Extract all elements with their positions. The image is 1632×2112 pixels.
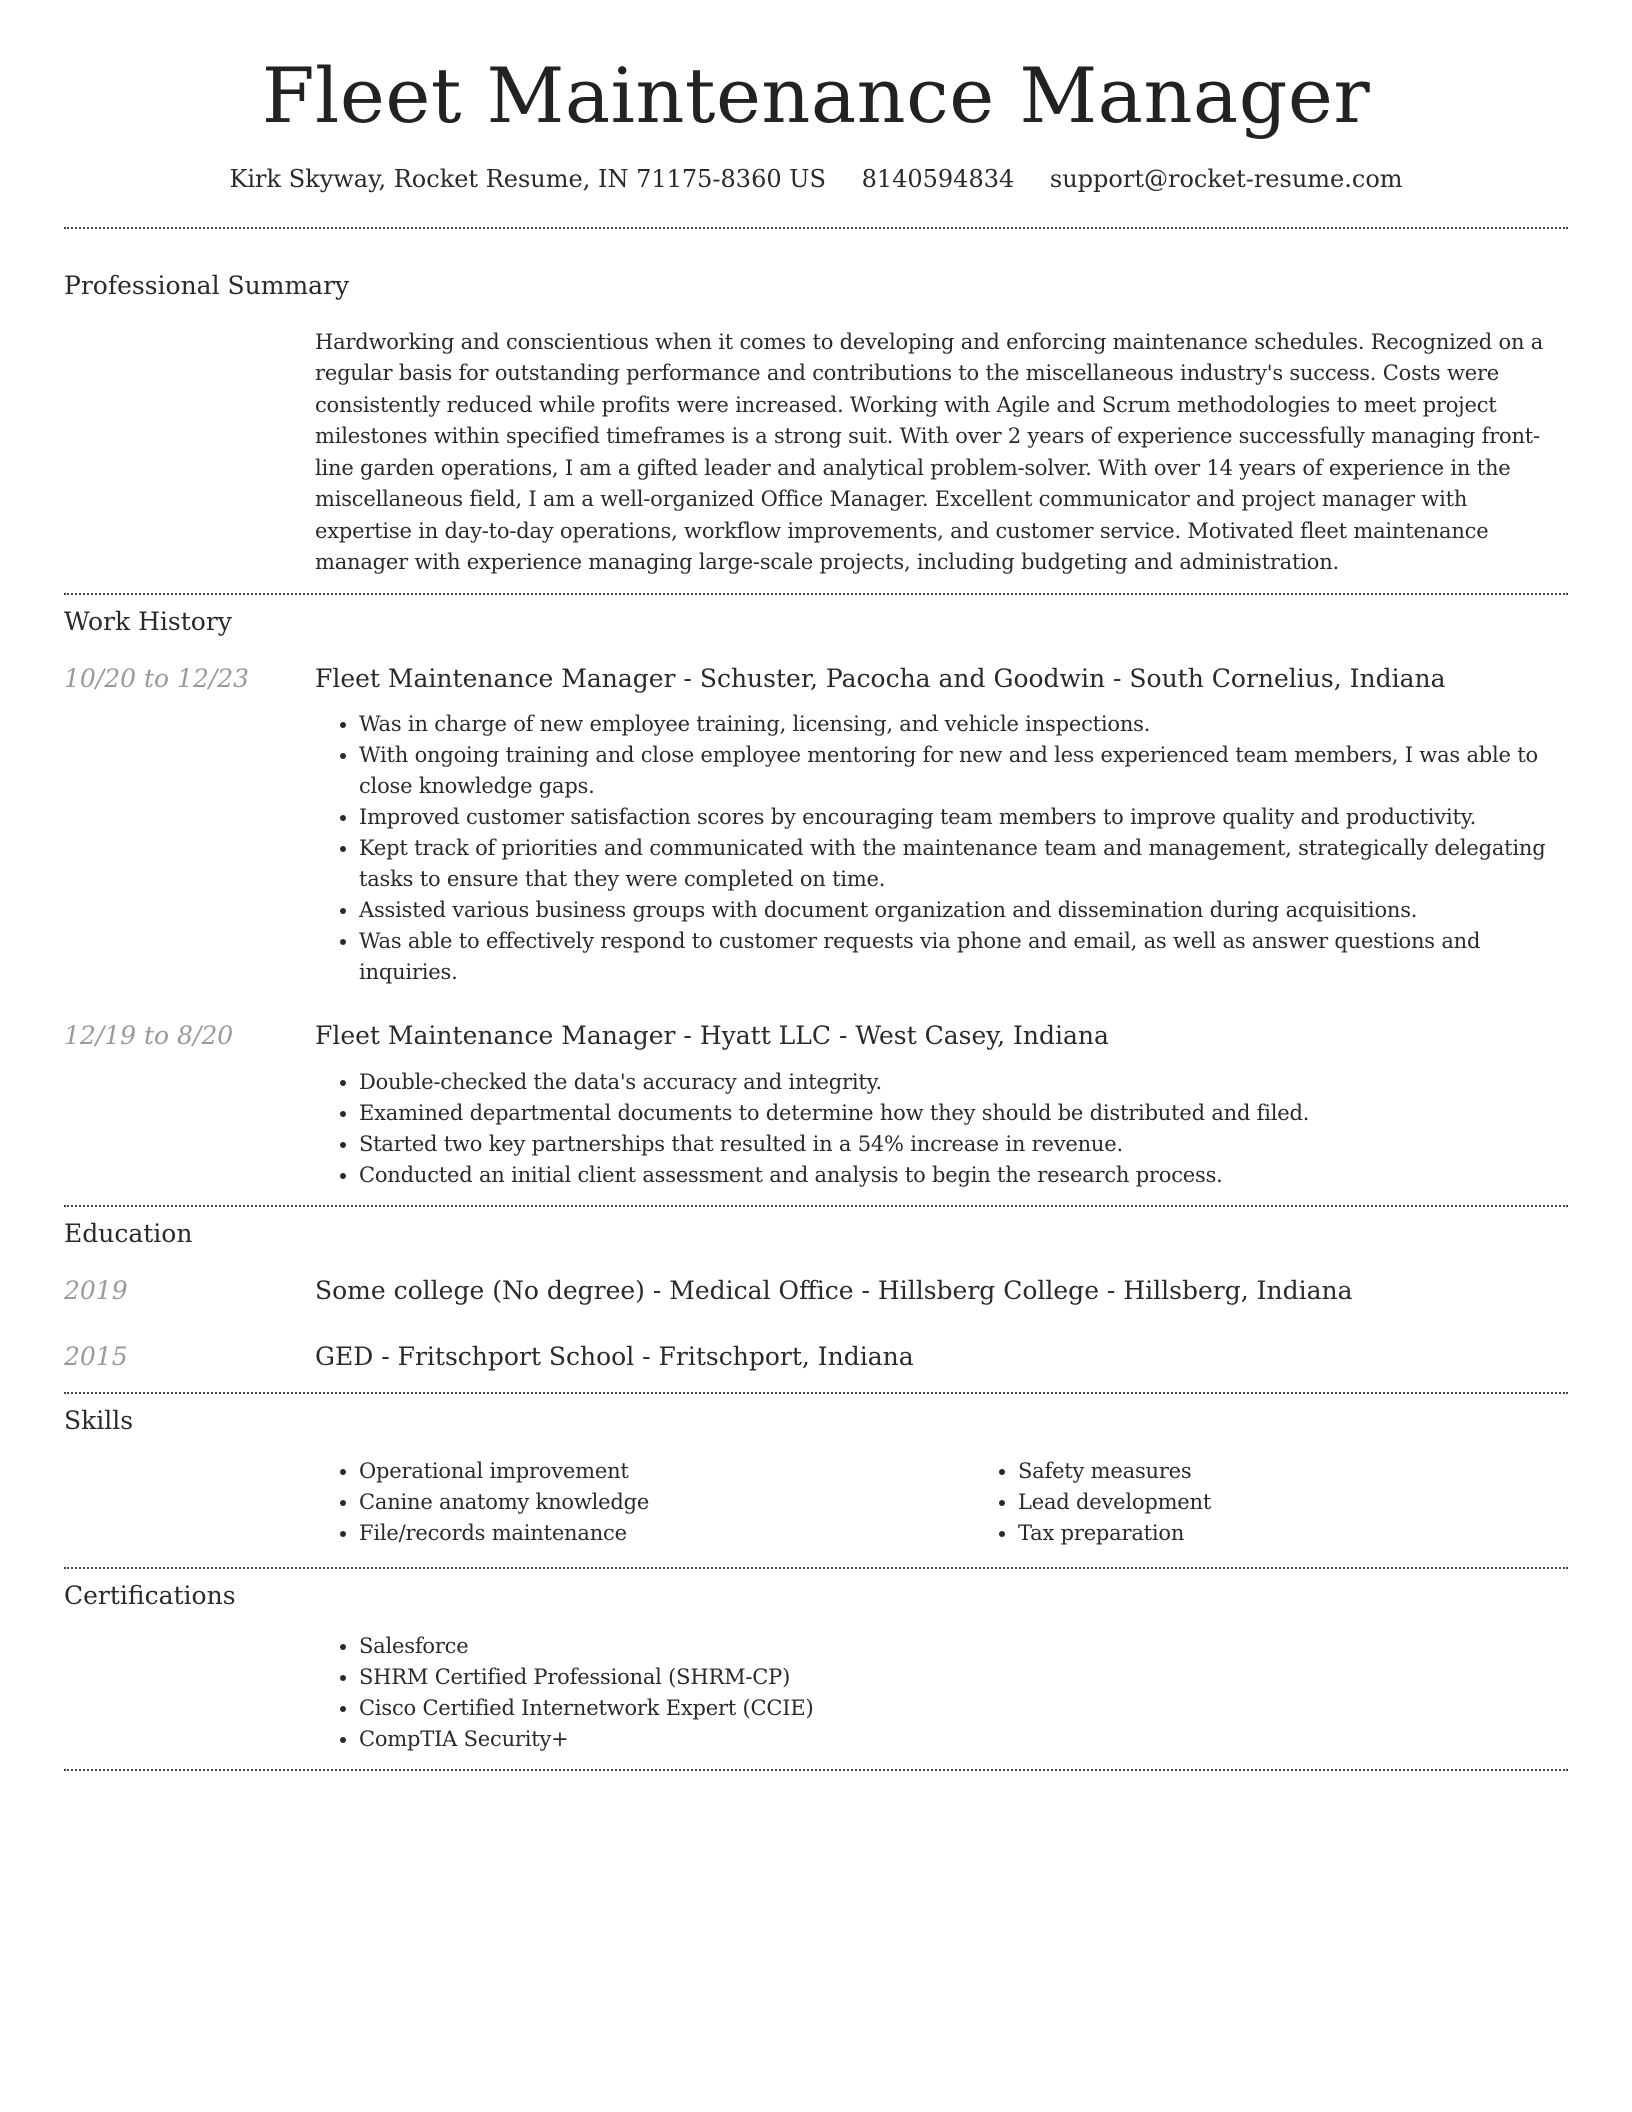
divider: [64, 1769, 1568, 1771]
list-item: • File/records maintenance: [359, 1518, 974, 1549]
education-year: 2019: [64, 1275, 128, 1305]
skills-grid: [315, 1456, 1632, 1549]
contact-line: [64, 164, 1568, 195]
certifications-section: [64, 1569, 1568, 1755]
contact-email: support@rocket-resume.com: [1049, 164, 1403, 193]
job-dates: 12/19 to 8/20: [64, 1021, 234, 1051]
job-bullets: [315, 709, 1568, 988]
job-dates: 10/20 to 12/23: [64, 663, 250, 693]
list-item: • Lead development: [1018, 1487, 1632, 1518]
certifications-list: [315, 1631, 1568, 1755]
list-item: • Tax preparation: [1018, 1518, 1632, 1549]
job-entry: [64, 663, 1568, 989]
job-heading: Fleet Maintenance Manager - Schuster, Pacocha and Goodwin - South Cornelius, Indiana: [315, 663, 1446, 693]
list-item: • Double-checked the data's accuracy and integrity.: [359, 1067, 1568, 1098]
job-entry: [64, 1020, 1568, 1191]
contact-address: Kirk Skyway, Rocket Resume, IN 71175-8360 US: [229, 164, 826, 193]
list-item: • Safety measures: [1018, 1456, 1632, 1487]
list-item: • Conducted an initial client assessment and analysis to begin the research process.: [359, 1160, 1568, 1191]
list-item: • Examined departmental documents to determine how they should be distributed and filed.: [359, 1098, 1568, 1129]
education-year: 2015: [64, 1342, 128, 1372]
skills-list-left: [315, 1456, 974, 1549]
list-item: • Cisco Certified Internetwork Expert (CCIE): [359, 1693, 1568, 1724]
section-title-skills: Skills: [64, 1405, 134, 1435]
job-heading: Fleet Maintenance Manager - Hyatt LLC - West Casey, Indiana: [315, 1021, 1109, 1051]
section-title-work-history: Work History: [64, 606, 232, 636]
education-text: GED - Fritschport School - Fritschport, Indiana: [315, 1342, 914, 1372]
education-entry: [64, 1275, 1568, 1308]
list-item: • Canine anatomy knowledge: [359, 1487, 974, 1518]
section-title-certifications: Certifications: [64, 1580, 236, 1610]
list-item: • Was able to effectively respond to customer requests via phone and email, as well as answer questions and inquiries.: [359, 926, 1568, 988]
contact-phone: 8140594834: [861, 164, 1015, 193]
list-item: • Operational improvement: [359, 1456, 974, 1487]
list-item: • Salesforce: [359, 1631, 1568, 1662]
section-title-summary: Professional Summary: [64, 270, 350, 300]
skills-section: [64, 1394, 1568, 1549]
list-item: • Started two key partnerships that resulted in a 54% increase in revenue.: [359, 1129, 1568, 1160]
list-item: • Improved customer satisfaction scores by encouraging team members to improve quality and productivity.: [359, 802, 1568, 833]
section-title-education: Education: [64, 1218, 193, 1248]
education-entry: [64, 1341, 1568, 1374]
list-item: • Assisted various business groups with document organization and dissemination during acquisitions.: [359, 895, 1568, 926]
list-item: • CompTIA Security+: [359, 1724, 1568, 1755]
education-text: Some college (No degree) - Medical Office - Hillsberg College - Hillsberg, Indiana: [315, 1275, 1353, 1305]
list-item: • SHRM Certified Professional (SHRM-CP): [359, 1662, 1568, 1693]
list-item: • With ongoing training and close employee mentoring for new and less experienced team members, I was able to close knowledge gaps.: [359, 740, 1568, 802]
summary-section: [64, 229, 1568, 579]
job-bullets: [315, 1067, 1568, 1191]
candidate-name: Fleet Maintenance Manager: [261, 51, 1371, 140]
skills-list-right: [974, 1456, 1632, 1549]
list-item: • Was in charge of new employee training, licensing, and vehicle inspections.: [359, 709, 1568, 740]
list-item: • Kept track of priorities and communicated with the maintenance team and management, strategically delegating tasks to ensure that they were completed on time.: [359, 833, 1568, 895]
work-history-section: [64, 595, 1568, 1191]
summary-text: Hardworking and conscientious when it comes to developing and enforcing maintenance schedules. Recognized on a regular basis for outstanding performance and contributions to the miscellaneous industry's success. Costs were consistently reduced while profits were increased. Working with Agile and Scrum methodologies to meet project milestones within specified timeframes is a strong suit. With over 2 years of experience successfully managing front-line garden operations, I am a gifted leader and analytical problem-solver. With over 14 years of experience in the miscellaneous field, I am a well-organized Office Manager. Excellent communicator and project manager with expertise in day-to-day operations, workflow improvements, and customer service. Motivated fleet maintenance manager with experience managing large-scale projects, including budgeting and administration.: [315, 329, 1544, 575]
education-section: [64, 1207, 1568, 1374]
